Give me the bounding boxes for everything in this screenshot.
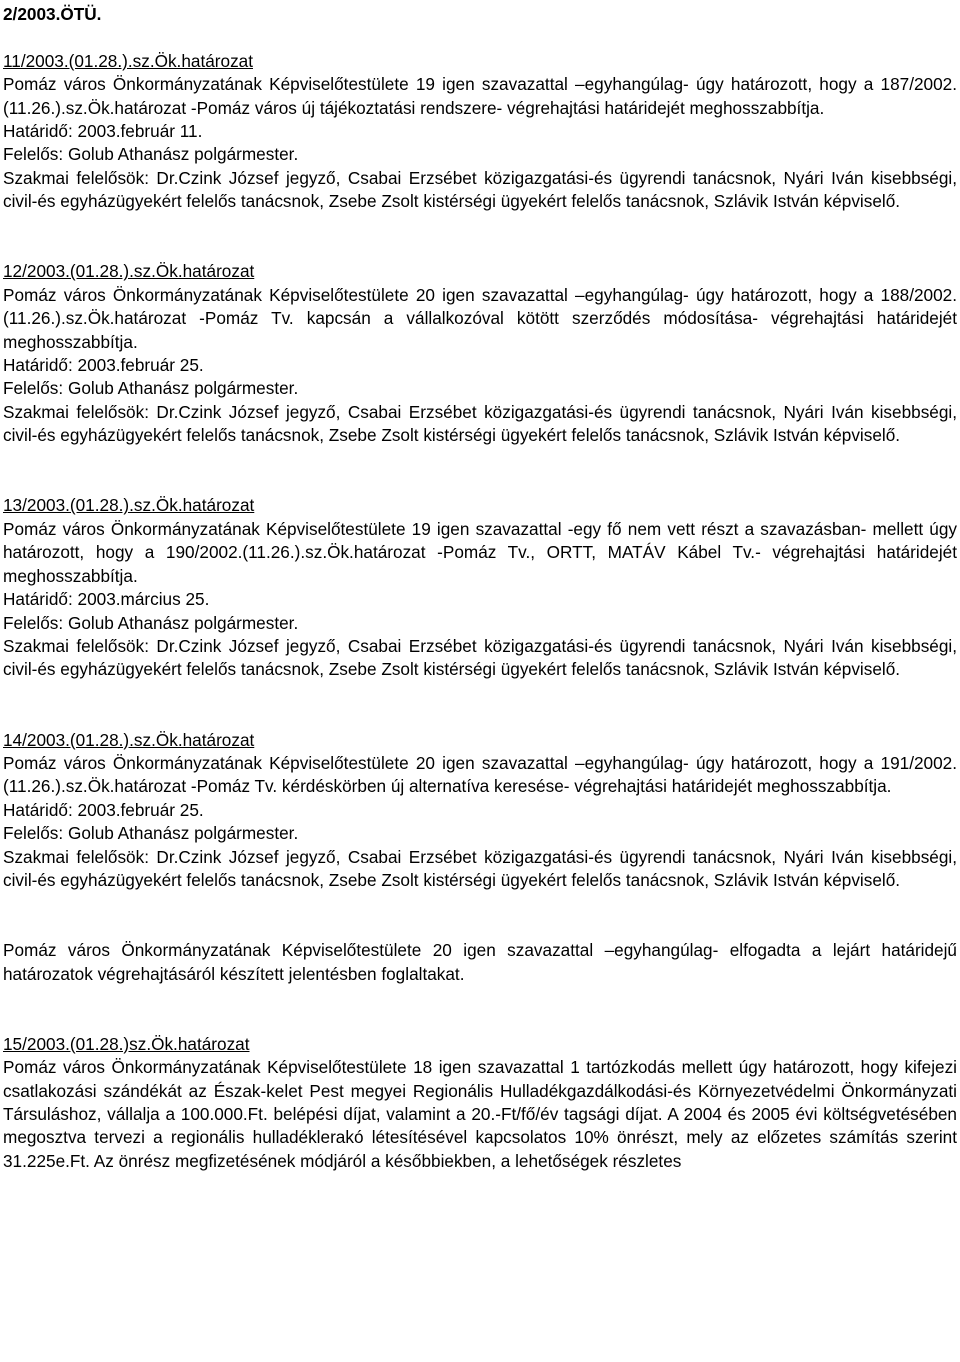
resolution-experts: Szakmai felelősök: Dr.Czink József jegyző, Csabai Erzsébet közigazgatási-és ügyrendi tanácsnok, Nyári Iván kisebbségi, civil-és egyházügyekért felelős tanácsnok, Zsebe Zsolt kistérségi ügyekért felelős tanácsnok, Szlávik István képviselő. — [3, 635, 957, 680]
resolution-title: 15/2003.(01.28.)sz.Ök.határozat — [3, 1033, 250, 1054]
spacer — [3, 214, 957, 261]
spacer — [3, 448, 957, 495]
resolution-experts: Szakmai felelősök: Dr.Czink József jegyző, Csabai Erzsébet közigazgatási-és ügyrendi tanácsnok, Nyári Iván kisebbségi, civil-és egyházügyekért felelős tanácsnok, Zsebe Zsolt kistérségi ügyekért felelős tanácsnok, Szlávik István képviselő. — [3, 401, 957, 446]
spacer — [3, 682, 957, 729]
resolution-title: 14/2003.(01.28.).sz.Ök.határozat — [3, 729, 255, 750]
resolution-title: 11/2003.(01.28.).sz.Ök.határozat — [3, 50, 253, 71]
resolution-deadline: Határidő: 2003.február 25. — [3, 799, 204, 820]
resolution-body: Pomáz város Önkormányzatának Képviselőtestülete 20 igen szavazattal –egyhangúlag- úgy határozott, hogy a 188/2002.(11.26.).sz.Ök.határozat -Pomáz Tv. kapcsán a vállalkozóval kötött szerződés módosítása- végrehajtási határidejét meghosszabbítja. — [3, 284, 957, 352]
resolution-title: 12/2003.(01.28.).sz.Ök.határozat — [3, 261, 255, 282]
resolution-responsible: Felelős: Golub Athanász polgármester. — [3, 144, 299, 165]
resolution-responsible: Felelős: Golub Athanász polgármester. — [3, 378, 299, 399]
resolution-responsible: Felelős: Golub Athanász polgármester. — [3, 612, 299, 633]
resolution-13 — [3, 494, 957, 681]
document-page — [3, 3, 957, 1173]
resolution-body: Pomáz város Önkormányzatának Képviselőtestülete 20 igen szavazattal –egyhangúlag- úgy határozott, hogy a 191/2002.(11.26.).sz.Ök.határozat -Pomáz Tv. kérdéskörben új alternatíva keresése- végrehajtási határidejét meghosszabbítja. — [3, 752, 957, 797]
resolution-experts: Szakmai felelősök: Dr.Czink József jegyző, Csabai Erzsébet közigazgatási-és ügyrendi tanácsnok, Nyári Iván kisebbségi, civil-és egyházügyekért felelős tanácsnok, Zsebe Zsolt kistérségi ügyekért felelős tanácsnok, Szlávik István képviselő. — [3, 846, 957, 890]
resolution-deadline: Határidő: 2003.február 25. — [3, 355, 204, 376]
resolution-experts: Szakmai felelősök: Dr.Czink József jegyző, Csabai Erzsébet közigazgatási-és ügyrendi tanácsnok, Nyári Iván kisebbségi, civil-és egyházügyekért felelős tanácsnok, Zsebe Zsolt kistérségi ügyekért felelős tanácsnok, Szlávik István képviselő. — [3, 167, 957, 212]
document-header: 2/2003.ÖTÜ. — [3, 4, 102, 24]
spacer — [3, 26, 957, 49]
resolution-11 — [3, 50, 957, 214]
resolution-14 — [3, 729, 957, 893]
resolution-body: Pomáz város Önkormányzatának Képviselőtestülete 18 igen szavazattal 1 tartózkodás mellett úgy határozott, hogy kifejezi csatlakozási szándékát az Észak-kelet Pest megyei Regionális Hulladékgazdálkodási-és Környezetvédelmi Önkormányzati Társuláshoz, vállalja a 100.000.Ft. belépési díjat, valamint a 20.-Ft/fő/év tagsági díjat. A 2004 és 2005 évi költségvetésében megosztva tervezi a regionális hulladéklerakó létesítésével kapcsolatos 10% önrészt, mely az előzetes számítás szerint 31.225e.Ft. Az önrész megfizetésének módjáról a későbbiekben, a lehetőségek részletes — [3, 1057, 957, 1171]
resolution-12 — [3, 260, 957, 447]
resolution-body: Pomáz város Önkormányzatának Képviselőtestülete 19 igen szavazattal –egyhangúlag- úgy határozott, hogy a 187/2002.(11.26.).sz.Ök.határozat -Pomáz város új tájékoztatási rendszere- végrehajtási határidejét meghosszabbítja. — [3, 74, 957, 118]
report-acceptance-statement: Pomáz város Önkormányzatának Képviselőtestülete 20 igen szavazattal –egyhangúlag- elfogadta a lejárt határidejű határozatok végrehajtásáról készített jelentésben foglaltakat. — [3, 940, 957, 984]
resolution-15 — [3, 1033, 957, 1173]
resolution-responsible: Felelős: Golub Athanász polgármester. — [3, 823, 299, 844]
spacer — [3, 986, 957, 1033]
resolution-title: 13/2003.(01.28.).sz.Ök.határozat — [3, 495, 255, 516]
resolution-body: Pomáz város Önkormányzatának Képviselőtestülete 19 igen szavazattal -egy fő nem vett részt a szavazásban- mellett úgy határozott, hogy a 190/2002.(11.26.).sz.Ök.határozat -Pomáz Tv., ORTT, MATÁV Kábel Tv.- végrehajtási határidejét meghosszabbítja. — [3, 518, 957, 586]
resolution-deadline: Határidő: 2003.március 25. — [3, 589, 210, 610]
resolution-deadline: Határidő: 2003.február 11. — [3, 121, 203, 141]
spacer — [3, 892, 957, 939]
